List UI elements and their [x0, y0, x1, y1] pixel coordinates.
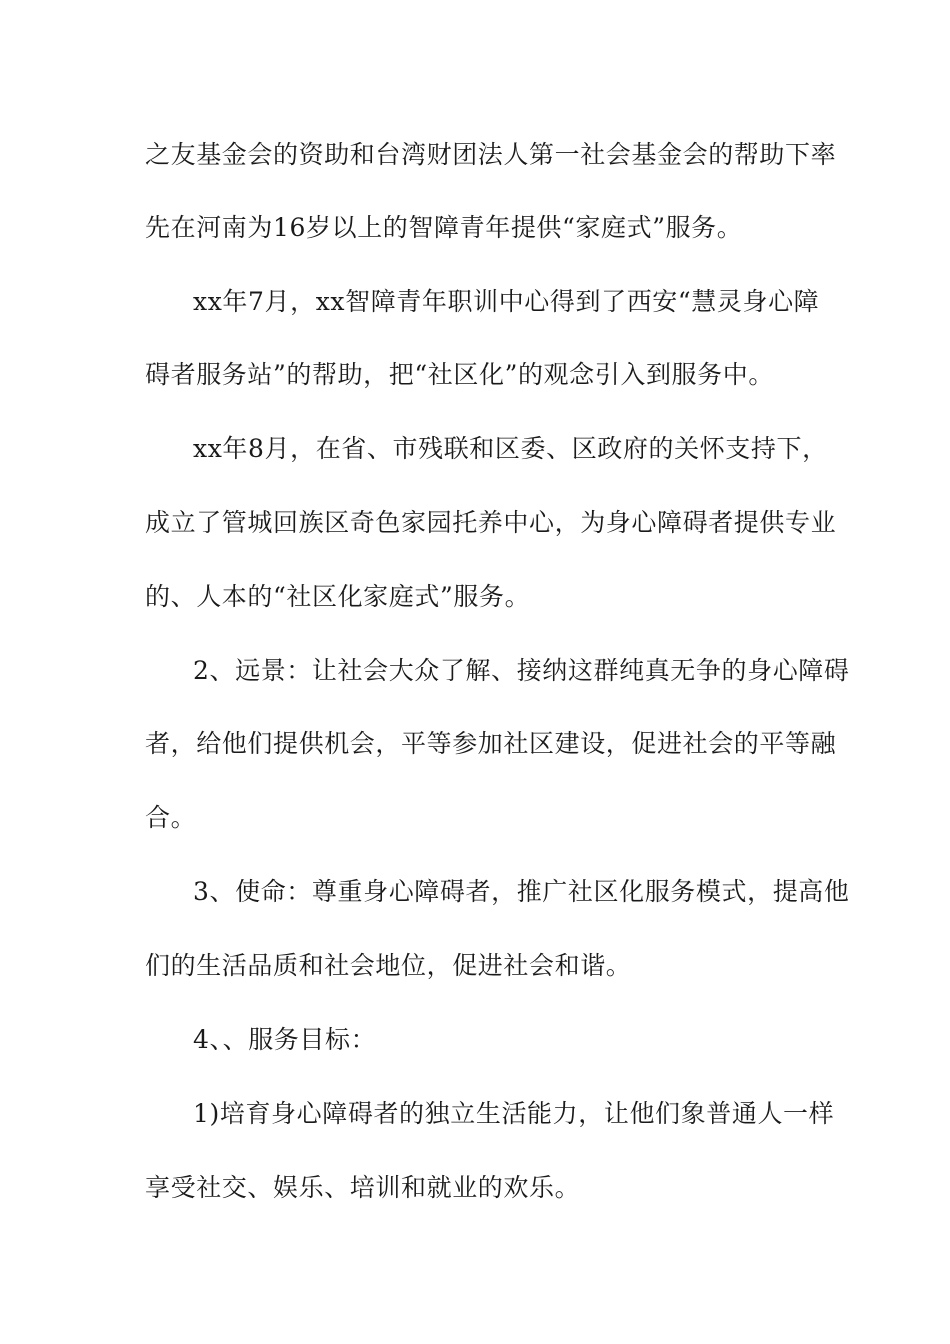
- text-line: 合。: [145, 803, 197, 832]
- section-heading: 4、、服务目标：: [193, 1025, 377, 1054]
- text-line: 碍者服务站”的帮助，把“社区化”的观念引入到服务中。: [145, 360, 774, 389]
- text-line: 享受社交、娱乐、培训和就业的欢乐。: [145, 1173, 581, 1202]
- text-line: 的、人本的“社区化家庭式”服务。: [145, 582, 531, 611]
- paragraph-line: xx年8月，在省、市残联和区委、区政府的关怀支持下，: [193, 434, 828, 463]
- paragraph-line: 2、远景：让社会大众了解、接纳这群纯真无争的身心障碍: [193, 656, 850, 685]
- paragraph-line: 3、使命：尊重身心障碍者，推广社区化服务模式，提高他: [193, 877, 850, 906]
- paragraph-line: 1)培育身心障碍者的独立生活能力，让他们象普通人一样: [193, 1099, 835, 1128]
- text-line: 先在河南为16岁以上的智障青年提供“家庭式”服务。: [145, 213, 743, 242]
- text-line: 之友基金会的资助和台湾财团法人第一社会基金会的帮助下率: [145, 140, 837, 169]
- text-line: 们的生活品质和社会地位，促进社会和谐。: [145, 951, 632, 980]
- paragraph-line: xx年7月，xx智障青年职训中心得到了西安“慧灵身心障: [193, 287, 820, 316]
- text-line: 者，给他们提供机会，平等参加社区建设，促进社会的平等融: [145, 729, 837, 758]
- text-line: 成立了管城回族区奇色家园托养中心，为身心障碍者提供专业: [145, 508, 837, 537]
